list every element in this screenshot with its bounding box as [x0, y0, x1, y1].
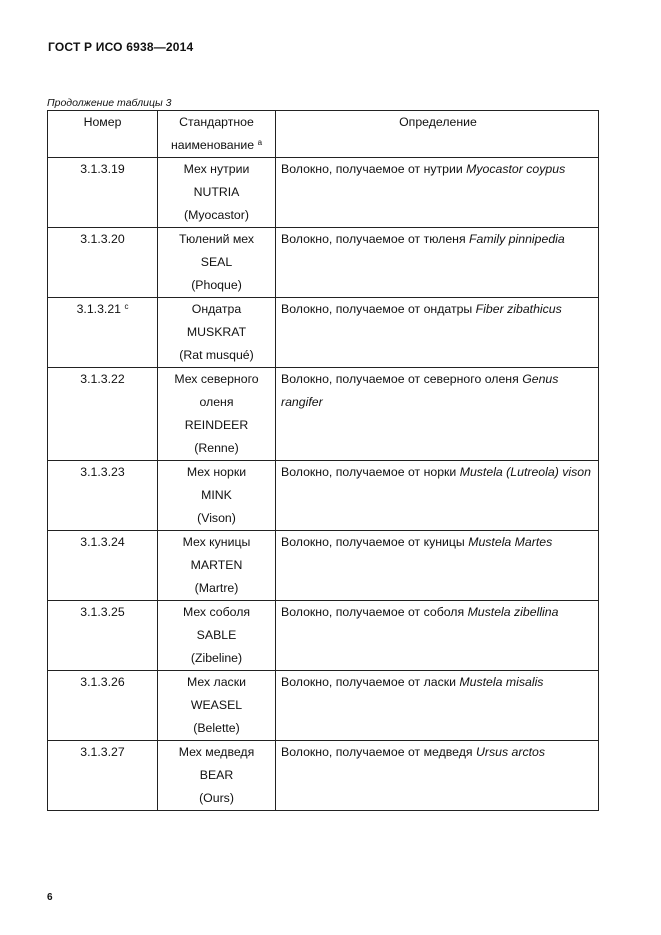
- definition-cell: [276, 298, 599, 368]
- standard-name-line: NUTRIA: [193, 185, 240, 199]
- standard-name-cell: [158, 601, 276, 671]
- term-number: 3.1.3.26: [80, 675, 125, 689]
- standard-name-line: оленя: [199, 395, 234, 409]
- term-number-cell: [48, 228, 158, 298]
- standard-name-line: (Zibeline): [190, 651, 243, 665]
- definition-cell: [276, 461, 599, 531]
- table-row: [48, 368, 599, 461]
- standard-name-line: Ондатра: [191, 302, 242, 316]
- definition-latin-name: Myocastor coypus: [466, 162, 566, 176]
- document-header: ГОСТ Р ИСО 6938—2014: [48, 40, 194, 54]
- definition-cell: [276, 601, 599, 671]
- standard-name-line: (Ours): [199, 791, 234, 805]
- definition-text: Волокно, получаемое от медведя: [281, 745, 476, 759]
- definition-text: Волокно, получаемое от куницы: [281, 535, 469, 549]
- table-row: [48, 671, 599, 741]
- term-number-cell: [48, 671, 158, 741]
- standard-name-cell: [158, 741, 276, 811]
- definition-cell: [276, 228, 599, 298]
- standard-name-line: Мех ласки: [187, 675, 246, 689]
- standard-name-line: WEASEL: [190, 698, 243, 712]
- term-number-cell: [48, 531, 158, 601]
- definition-cell: [276, 368, 599, 461]
- definition-text: Волокно, получаемое от ласки: [281, 675, 460, 689]
- definition-text: Волокно, получаемое от ондатры: [281, 302, 476, 316]
- definition-cell: [276, 741, 599, 811]
- definition-text: Волокно, получаемое от соболя: [281, 605, 468, 619]
- standard-name-line: (Belette): [193, 721, 240, 735]
- definition-text: Волокно, получаемое от тюленя: [281, 232, 470, 246]
- standard-name-line: (Myocastor): [184, 208, 249, 222]
- standard-name-line: SABLE: [196, 628, 237, 642]
- term-number-cell: [48, 461, 158, 531]
- standard-name-line: (Martre): [194, 581, 239, 595]
- table-caption: Продолжение таблицы 3: [47, 97, 172, 109]
- standard-name-line: Мех нутрии: [183, 162, 250, 176]
- standard-name-line: MARTEN: [190, 558, 243, 572]
- table-row: [48, 531, 599, 601]
- standard-name-cell: [158, 671, 276, 741]
- standard-name-line: Мех соболя: [182, 605, 251, 619]
- term-number-cell: [48, 601, 158, 671]
- standard-name-line: Мех северного: [174, 372, 259, 386]
- standard-name-line: (Phoque): [191, 278, 242, 292]
- table-row: [48, 228, 599, 298]
- term-number: 3.1.3.27: [80, 745, 125, 759]
- standard-name-line: BEAR: [199, 768, 234, 782]
- column-header-definition: Определение: [276, 111, 599, 158]
- column-header-standard-name: [158, 111, 276, 158]
- table-row: [48, 461, 599, 531]
- standard-name-line: MUSKRAT: [186, 325, 247, 339]
- standard-name-line: MINK: [201, 488, 232, 502]
- table-row: [48, 741, 599, 811]
- standard-name-cell: [158, 298, 276, 368]
- table-row: [48, 298, 599, 368]
- term-number: 3.1.3.20: [80, 232, 125, 246]
- term-number: 3.1.3.23: [80, 465, 125, 479]
- term-number: 3.1.3.25: [80, 605, 125, 619]
- definition-latin-name: Fiber zibathicus: [475, 302, 562, 316]
- definition-cell: [276, 158, 599, 228]
- column-header-standard-name-text: наименование: [170, 138, 255, 152]
- term-number-cell: [48, 368, 158, 461]
- standard-name-line: (Renne): [194, 441, 239, 455]
- definition-text: Волокно, получаемое от норки: [281, 465, 460, 479]
- standard-name-cell: [158, 531, 276, 601]
- definition-latin-name: Mustela misalis: [459, 675, 544, 689]
- definition-cell: [276, 531, 599, 601]
- standard-name-line: REINDEER: [184, 418, 249, 432]
- standard-name-line: (Vison): [197, 511, 236, 525]
- term-number-cell: [48, 298, 158, 368]
- standard-name-line: Тюлений мех: [178, 232, 255, 246]
- term-number: 3.1.3.19: [80, 162, 125, 176]
- column-header-standard-name-line2: [158, 134, 275, 157]
- column-header-standard-name-line1: Стандартное: [179, 115, 254, 129]
- table-body: [48, 158, 599, 811]
- standard-name-line: (Rat musqué): [179, 348, 254, 362]
- definition-latin-name: Mustela (Lutreola) vison: [459, 465, 591, 479]
- term-number: 3.1.3.22: [80, 372, 125, 386]
- standard-name-line: SEAL: [200, 255, 233, 269]
- term-number: 3.1.3.24: [80, 535, 125, 549]
- definition-latin-name: Mustela zibellina: [467, 605, 559, 619]
- table-header-row: [48, 111, 599, 158]
- footnote-marker-a: a: [257, 138, 263, 147]
- standard-name-cell: [158, 368, 276, 461]
- standard-name-line: Мех куницы: [182, 535, 251, 549]
- standard-name-cell: [158, 228, 276, 298]
- standard-name-line: Мех норки: [186, 465, 247, 479]
- definition-text: Волокно, получаемое от северного оленя: [281, 372, 523, 386]
- term-number-cell: [48, 741, 158, 811]
- definition-text: Волокно, получаемое от нутрии: [281, 162, 467, 176]
- table-row: [48, 158, 599, 228]
- terms-table: [47, 110, 599, 811]
- term-number-cell: [48, 158, 158, 228]
- term-number: 3.1.3.21: [76, 302, 122, 316]
- standard-name-line: Мех медведя: [178, 745, 255, 759]
- column-header-number: Номер: [48, 111, 158, 158]
- definition-latin-name: Ursus arctos: [475, 745, 545, 759]
- definition-latin-name: Genus rangifer: [281, 372, 559, 409]
- definition-latin-name: Family pinnipedia: [469, 232, 565, 246]
- table-row: [48, 601, 599, 671]
- definition-latin-name: Mustela Martes: [468, 535, 553, 549]
- standard-name-cell: [158, 158, 276, 228]
- page-number: 6: [47, 892, 53, 903]
- standard-name-cell: [158, 461, 276, 531]
- footnote-marker-c: c: [124, 302, 129, 311]
- definition-cell: [276, 671, 599, 741]
